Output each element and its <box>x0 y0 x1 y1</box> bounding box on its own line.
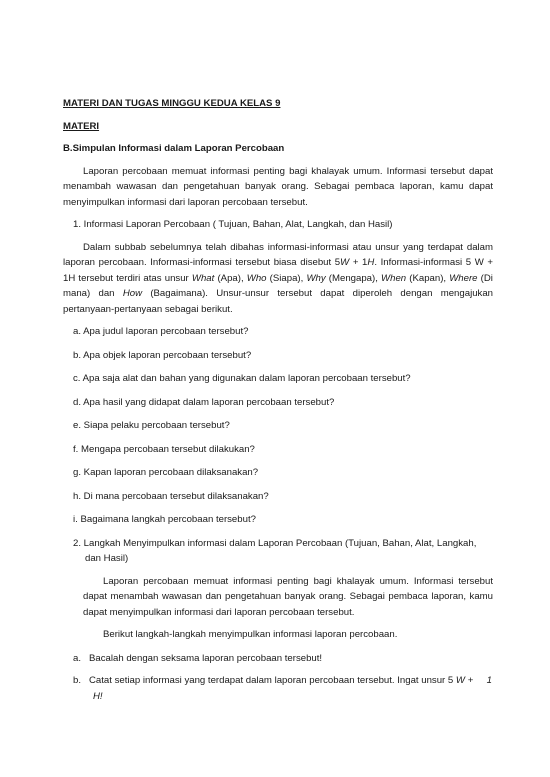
question-item: f. Mengapa percobaan tersebut dilakukan? <box>73 443 255 455</box>
question-item: d. Apa hasil yang didapat dalam laporan percobaan tersebut? <box>73 396 335 408</box>
question-item: i. Bagaimana langkah percobaan tersebut? <box>73 514 256 525</box>
question-item: b. Apa objek laporan percobaan tersebut? <box>73 349 252 361</box>
question-item: a. Apa judul laporan percobaan tersebut? <box>73 326 249 337</box>
step-item-a: a. Bacalah dengan seksama laporan percobaan tersebut! <box>73 652 323 664</box>
materi-subheading: MATERI <box>63 120 100 132</box>
point-2-heading: 2. Langkah Menyimpulkan informasi dalam Laporan Percobaan (Tujuan, Bahan, Alat, Langkah, dan Hasil) <box>73 537 477 564</box>
document-heading: MATERI DAN TUGAS MINGGU KEDUA KELAS 9 <box>63 98 281 109</box>
point-2-paragraph: Laporan percobaan memuat informasi penting bagi khalayak umum. Informasi tersebut dapat menambah wawasan dan pengetahuan banyak orang. Sebagai pembaca laporan, kamu dapat menyimpulkan informasi dari laporan percobaan tersebut. <box>83 575 493 618</box>
section-title: B.Simpulan Informasi dalam Laporan Percobaan <box>63 143 285 154</box>
question-item: g. Kapan laporan percobaan dilaksanakan? <box>73 467 259 478</box>
question-item: c. Apa saja alat dan bahan yang digunakan dalam laporan percobaan tersebut? <box>73 373 411 384</box>
question-item: e. Siapa pelaku percobaan tersebut? <box>73 420 230 431</box>
step-item-b: b. Catat setiap informasi yang terdapat dalam laporan percobaan tersebut. Ingat unsur 5 W + 1 H! <box>73 675 492 702</box>
steps-intro: Berikut langkah-langkah menyimpulkan informasi laporan percobaan. <box>103 629 398 640</box>
point-1-paragraph: Dalam subbab sebelumnya telah dibahas informasi-informasi atau unsur yang terdapat dalam laporan percobaan. Informasi-informasi tersebut biasa disebut 5W + 1H. Informasi-informasi 5 W + 1H tersebut terdiri atas unsur What (Apa), Who (Siapa), Why (Mengapa), When (Kapan), Where (Di mana) dan How (Bagaimana). Unsur-unsur tersebut dapat diperoleh dengan mengajukan pertanyaan-pertanyaan sebagai berikut. <box>63 241 493 315</box>
intro-paragraph: Laporan percobaan memuat informasi penting bagi khalayak umum. Informasi tersebut dapat menambah wawasan dan pengetahuan banyak orang. Sebagai pembaca laporan, kamu dapat menyimpulkan informasi dari laporan percobaan tersebut. <box>63 165 493 208</box>
point-1-heading: 1. Informasi Laporan Percobaan ( Tujuan, Bahan, Alat, Langkah, dan Hasil) <box>73 219 393 230</box>
document-content <box>63 96 493 711</box>
question-item: h. Di mana percobaan tersebut dilaksanakan? <box>73 490 269 502</box>
